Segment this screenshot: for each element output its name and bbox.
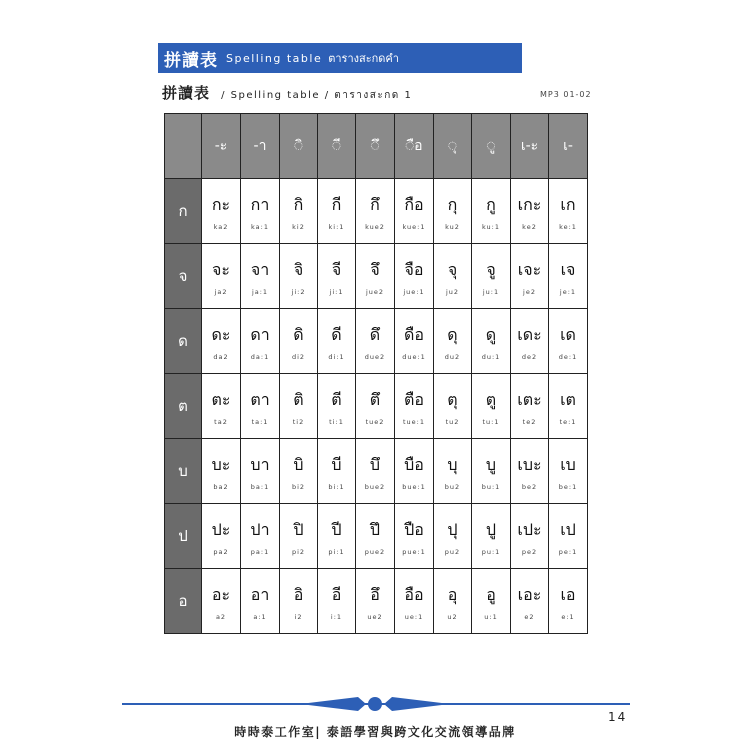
syllable-thai: เอ — [560, 585, 576, 604]
syllable-cell — [318, 374, 356, 439]
syllable-romanization: du:1 — [481, 353, 501, 361]
syllable-cell — [472, 179, 511, 244]
vowel-header: ◌ู — [472, 114, 511, 179]
syllable-romanization: pu2 — [444, 548, 461, 556]
syllable-thai: ปี — [331, 520, 342, 539]
syllable-romanization: da:1 — [250, 353, 270, 361]
syllable-romanization: ki:1 — [328, 223, 345, 231]
syllable-cell — [395, 569, 434, 634]
consonant-header: อ — [165, 569, 202, 634]
syllable-romanization: u:1 — [484, 613, 498, 621]
syllable-cell — [549, 244, 588, 309]
syllable-cell — [395, 179, 434, 244]
consonant-row — [165, 179, 588, 244]
syllable-romanization: due:1 — [402, 353, 426, 361]
syllable-thai: บี — [331, 455, 342, 474]
syllable-romanization: pu:1 — [481, 548, 501, 556]
banner-title-th: ตารางสะกดคำ — [328, 52, 399, 65]
syllable-romanization: te2 — [522, 418, 537, 426]
syllable-cell — [511, 244, 549, 309]
syllable-thai: กะ — [211, 195, 231, 214]
syllable-romanization: a2 — [215, 613, 227, 621]
syllable-cell — [280, 244, 318, 309]
syllable-thai: ติ — [293, 390, 304, 409]
vowel-header: -า — [241, 114, 280, 179]
syllable-cell — [202, 244, 241, 309]
syllable-cell — [511, 309, 549, 374]
syllable-romanization: be:1 — [558, 483, 578, 491]
syllable-romanization: ke:1 — [559, 223, 577, 231]
syllable-cell — [241, 374, 280, 439]
syllable-cell — [395, 504, 434, 569]
consonant-row — [165, 244, 588, 309]
syllable-cell — [318, 309, 356, 374]
syllable-cell — [472, 504, 511, 569]
syllable-cell — [511, 504, 549, 569]
syllable-romanization: da2 — [213, 353, 229, 361]
syllable-thai: เต — [560, 390, 576, 409]
vowel-header-row — [165, 114, 588, 179]
syllable-thai: ปา — [250, 520, 270, 539]
subtitle-rest: / Spelling table / ตารางสะกด 1 — [221, 90, 413, 101]
syllable-romanization: ku:1 — [481, 223, 500, 231]
syllable-romanization: ba2 — [213, 483, 229, 491]
syllable-thai: บือ — [404, 455, 424, 474]
banner-title-zh: 拼讀表 — [164, 50, 218, 71]
syllable-thai: ดิ — [293, 325, 304, 344]
consonant-row — [165, 504, 588, 569]
syllable-romanization: pa2 — [213, 548, 229, 556]
syllable-thai: บา — [250, 455, 270, 474]
syllable-cell — [549, 309, 588, 374]
syllable-romanization: bu2 — [444, 483, 461, 491]
vowel-header: เ-ะ — [511, 114, 549, 179]
syllable-cell — [318, 439, 356, 504]
syllable-cell — [472, 244, 511, 309]
consonant-header: จ — [165, 244, 202, 309]
syllable-romanization: ka:1 — [251, 223, 269, 231]
syllable-thai: เด — [560, 325, 576, 344]
syllable-romanization: ki2 — [292, 223, 305, 231]
syllable-thai: กี — [331, 195, 342, 214]
syllable-cell — [395, 374, 434, 439]
syllable-thai: ดึ — [369, 325, 381, 344]
consonant-row — [165, 374, 588, 439]
syllable-thai: บึ — [369, 455, 381, 474]
syllable-romanization: tu:1 — [482, 418, 500, 426]
syllable-thai: ตา — [250, 390, 270, 409]
syllable-romanization: ba:1 — [250, 483, 270, 491]
syllable-romanization: ta:1 — [251, 418, 269, 426]
syllable-thai: จู — [486, 260, 496, 279]
syllable-thai: ดู — [485, 325, 497, 344]
footer-ornament-icon — [300, 694, 450, 714]
syllable-thai: จี — [331, 260, 342, 279]
syllable-thai: ดุ — [447, 325, 458, 344]
syllable-romanization: pi2 — [291, 548, 306, 556]
page-number: 14 — [608, 710, 628, 724]
syllable-romanization: pe2 — [521, 548, 538, 556]
syllable-romanization: u2 — [447, 613, 458, 621]
syllable-thai: ดะ — [211, 325, 231, 344]
syllable-thai: อุ — [447, 585, 458, 604]
syllable-cell — [434, 504, 472, 569]
syllable-cell — [318, 244, 356, 309]
syllable-thai: จึ — [370, 260, 380, 279]
syllable-thai: เจะ — [517, 260, 542, 279]
syllable-romanization: pue2 — [364, 548, 386, 556]
syllable-thai: จือ — [404, 260, 424, 279]
syllable-romanization: be2 — [521, 483, 538, 491]
syllable-thai: อา — [250, 585, 270, 604]
syllable-romanization: ju2 — [445, 288, 460, 296]
table-subtitle — [162, 82, 412, 103]
syllable-cell — [472, 569, 511, 634]
syllable-thai: เก — [560, 195, 576, 214]
syllable-romanization: e:1 — [561, 613, 575, 621]
syllable-romanization: bu:1 — [481, 483, 501, 491]
syllable-thai: ตุ — [447, 390, 458, 409]
syllable-thai: ดี — [331, 325, 342, 344]
syllable-romanization: kue:1 — [402, 223, 426, 231]
syllable-cell — [356, 504, 395, 569]
syllable-cell — [202, 374, 241, 439]
syllable-cell — [241, 569, 280, 634]
vowel-header: เ- — [549, 114, 588, 179]
syllable-cell — [241, 439, 280, 504]
syllable-romanization: te:1 — [559, 418, 577, 426]
syllable-romanization: ju:1 — [482, 288, 500, 296]
syllable-romanization: pe:1 — [558, 548, 578, 556]
syllable-romanization: de:1 — [558, 353, 578, 361]
syllable-thai: ปุ — [447, 520, 458, 539]
syllable-romanization: je:1 — [559, 288, 577, 296]
syllable-romanization: i2 — [294, 613, 303, 621]
syllable-cell — [549, 569, 588, 634]
syllable-thai: กุ — [447, 195, 458, 214]
syllable-cell — [549, 504, 588, 569]
consonant-header: ก — [165, 179, 202, 244]
syllable-romanization: pue:1 — [402, 548, 426, 556]
syllable-cell — [280, 569, 318, 634]
syllable-cell — [318, 179, 356, 244]
syllable-cell — [202, 309, 241, 374]
syllable-thai: อึ — [370, 585, 380, 604]
syllable-romanization: je2 — [523, 288, 536, 296]
syllable-romanization: ti:1 — [329, 418, 344, 426]
syllable-thai: อิ — [293, 585, 304, 604]
syllable-romanization: ji:1 — [329, 288, 344, 296]
syllable-romanization: kue2 — [365, 223, 385, 231]
syllable-romanization: ta2 — [214, 418, 228, 426]
syllable-cell — [395, 244, 434, 309]
vowel-header: ◌ือ — [395, 114, 434, 179]
syllable-thai: ปือ — [404, 520, 424, 539]
syllable-thai: บู — [485, 455, 497, 474]
syllable-cell — [241, 504, 280, 569]
syllable-thai: อือ — [404, 585, 424, 604]
syllable-thai: จุ — [447, 260, 458, 279]
syllable-cell — [356, 179, 395, 244]
syllable-cell — [280, 439, 318, 504]
syllable-thai: อู — [486, 585, 496, 604]
syllable-cell — [434, 179, 472, 244]
syllable-thai: ตึ — [369, 390, 381, 409]
syllable-thai: เจ — [560, 260, 576, 279]
syllable-romanization: jue:1 — [403, 288, 425, 296]
syllable-cell — [511, 569, 549, 634]
syllable-romanization: de2 — [521, 353, 538, 361]
syllable-romanization: ke2 — [522, 223, 537, 231]
syllable-cell — [356, 374, 395, 439]
syllable-cell — [511, 374, 549, 439]
syllable-cell — [549, 439, 588, 504]
section-banner — [158, 43, 522, 73]
syllable-cell — [434, 374, 472, 439]
syllable-thai: จะ — [212, 260, 230, 279]
syllable-romanization: di2 — [291, 353, 306, 361]
syllable-cell — [434, 569, 472, 634]
consonant-header: ด — [165, 309, 202, 374]
syllable-romanization: jue2 — [365, 288, 385, 296]
syllable-cell — [202, 179, 241, 244]
syllable-thai: เกะ — [517, 195, 542, 214]
syllable-cell — [356, 439, 395, 504]
syllable-romanization: tu2 — [445, 418, 460, 426]
syllable-cell — [472, 374, 511, 439]
syllable-cell — [511, 439, 549, 504]
syllable-cell — [511, 179, 549, 244]
syllable-thai: ปู — [485, 520, 497, 539]
footer-brand-text: 時時泰工作室| 泰語學習與跨文化交流領導品牌 — [234, 725, 516, 739]
syllable-romanization: pa:1 — [250, 548, 270, 556]
syllable-thai: เป — [560, 520, 576, 539]
syllable-romanization: bue2 — [364, 483, 386, 491]
syllable-cell — [280, 179, 318, 244]
subtitle-zh: 拼讀表 — [162, 84, 211, 102]
syllable-cell — [202, 569, 241, 634]
syllable-cell — [434, 309, 472, 374]
syllable-thai: เบะ — [517, 455, 542, 474]
syllable-romanization: ku2 — [445, 223, 460, 231]
syllable-romanization: bi:1 — [328, 483, 345, 491]
syllable-cell — [549, 179, 588, 244]
syllable-romanization: e2 — [524, 613, 535, 621]
syllable-thai: กู — [486, 195, 496, 214]
consonant-header: ป — [165, 504, 202, 569]
syllable-cell — [395, 309, 434, 374]
syllable-cell — [356, 309, 395, 374]
syllable-thai: เปะ — [517, 520, 542, 539]
syllable-thai: เอะ — [517, 585, 542, 604]
syllable-romanization: ti2 — [292, 418, 305, 426]
syllable-cell — [280, 374, 318, 439]
consonant-header: ต — [165, 374, 202, 439]
syllable-romanization: ue:1 — [404, 613, 424, 621]
syllable-thai: กิ — [293, 195, 304, 214]
syllable-romanization: tue2 — [365, 418, 385, 426]
syllable-cell — [241, 309, 280, 374]
syllable-romanization: a:1 — [253, 613, 267, 621]
syllable-romanization: ka2 — [213, 223, 229, 231]
syllable-cell — [356, 569, 395, 634]
syllable-cell — [241, 244, 280, 309]
vowel-header: ◌ึ — [356, 114, 395, 179]
syllable-romanization: ue2 — [367, 613, 383, 621]
syllable-thai: ตะ — [211, 390, 231, 409]
consonant-row — [165, 439, 588, 504]
syllable-thai: เบ — [560, 455, 576, 474]
syllable-thai: จิ — [293, 260, 304, 279]
vowel-header: ◌ี — [318, 114, 356, 179]
syllable-cell — [434, 244, 472, 309]
vowel-header: -ะ — [202, 114, 241, 179]
consonant-row — [165, 309, 588, 374]
syllable-thai: กา — [250, 195, 270, 214]
syllable-romanization: bi2 — [291, 483, 306, 491]
syllable-thai: ตือ — [404, 390, 424, 409]
syllable-romanization: tue:1 — [403, 418, 425, 426]
vowel-header: ◌ุ — [434, 114, 472, 179]
consonant-row — [165, 569, 588, 634]
syllable-romanization: pi:1 — [328, 548, 345, 556]
syllable-cell — [241, 179, 280, 244]
syllable-thai: ดา — [250, 325, 270, 344]
syllable-romanization: due2 — [364, 353, 386, 361]
syllable-thai: ปิ — [293, 520, 304, 539]
syllable-thai: บะ — [211, 455, 231, 474]
syllable-romanization: ji:2 — [291, 288, 306, 296]
spelling-table — [164, 113, 588, 634]
consonant-header: บ — [165, 439, 202, 504]
syllable-cell — [280, 309, 318, 374]
table-corner — [165, 114, 202, 179]
syllable-cell — [356, 244, 395, 309]
syllable-cell — [318, 569, 356, 634]
syllable-thai: อะ — [211, 585, 231, 604]
syllable-cell — [472, 309, 511, 374]
syllable-thai: ปึ — [369, 520, 381, 539]
syllable-romanization: ja2 — [214, 288, 228, 296]
syllable-thai: ปะ — [211, 520, 231, 539]
syllable-thai: จา — [250, 260, 270, 279]
syllable-cell — [202, 504, 241, 569]
syllable-thai: บิ — [293, 455, 304, 474]
syllable-romanization: bue:1 — [402, 483, 426, 491]
syllable-romanization: di:1 — [328, 353, 345, 361]
banner-title-en: Spelling table — [226, 51, 323, 65]
vowel-header: ◌ิ — [280, 114, 318, 179]
syllable-thai: เตะ — [517, 390, 542, 409]
syllable-thai: กึ — [370, 195, 380, 214]
syllable-cell — [472, 439, 511, 504]
syllable-thai: เดะ — [517, 325, 542, 344]
syllable-romanization: ja:1 — [251, 288, 269, 296]
audio-track-reference: MP3 01-02 — [540, 90, 592, 99]
syllable-thai: ตี — [331, 390, 342, 409]
syllable-cell — [318, 504, 356, 569]
syllable-cell — [434, 439, 472, 504]
syllable-thai: ตู — [485, 390, 497, 409]
syllable-cell — [549, 374, 588, 439]
syllable-cell — [202, 439, 241, 504]
syllable-thai: อี — [331, 585, 342, 604]
syllable-romanization: du2 — [444, 353, 461, 361]
syllable-thai: ดือ — [404, 325, 424, 344]
syllable-thai: บุ — [447, 455, 458, 474]
syllable-cell — [395, 439, 434, 504]
syllable-cell — [280, 504, 318, 569]
syllable-romanization: i:1 — [330, 613, 343, 621]
syllable-thai: กือ — [404, 195, 424, 214]
